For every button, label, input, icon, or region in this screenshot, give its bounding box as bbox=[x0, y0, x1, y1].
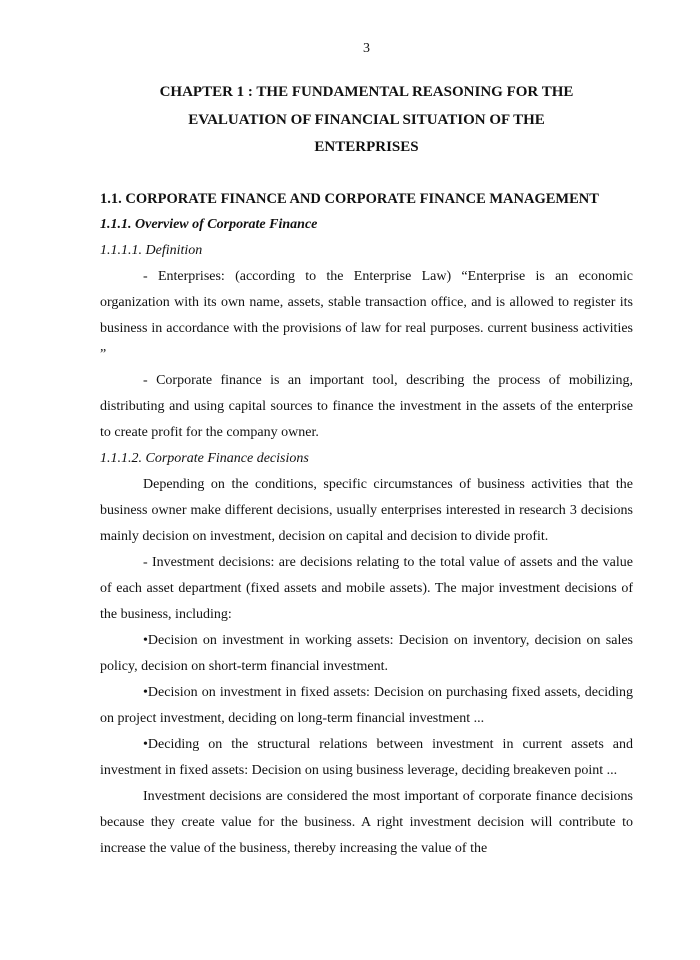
section-heading-1-1: 1.1. CORPORATE FINANCE AND CORPORATE FINANCE MANAGEMENT bbox=[100, 191, 599, 207]
chapter-title-line-3: ENTERPRISES bbox=[314, 139, 419, 155]
section-heading-1-1-1: 1.1.1. Overview of Corporate Finance bbox=[100, 217, 318, 232]
bullet-working-assets: •Decision on investment in working assets: Decision on inventory, decision on sales policy, decision on short-term financial investment. bbox=[100, 633, 633, 674]
chapter-title bbox=[100, 79, 633, 162]
paragraph-investment-decisions: - Investment decisions: are decisions relating to the total value of assets and the value of each asset department (fixed assets and mobile assets). The major investment decisions of the business, including: bbox=[100, 555, 633, 622]
page-number: 3 bbox=[363, 41, 370, 56]
body-text bbox=[100, 186, 633, 862]
paragraph-depending: Depending on the conditions, specific circumstances of business activities that the business owner make different decisions, usually enterprises interested in research 3 decisions mainly decision on investment, decision on capital and decision to divide profit. bbox=[100, 477, 633, 544]
section-heading-1-1-1-1: 1.1.1.1. Definition bbox=[100, 243, 203, 258]
bullet-fixed-assets: •Decision on investment in fixed assets: Decision on purchasing fixed assets, deciding on project investment, deciding on long-term financial investment ... bbox=[100, 685, 633, 726]
paragraph-corporate-finance: - Corporate finance is an important tool, describing the process of mobilizing, distributing and using capital sources to finance the investment in the assets of the enterprise to create profit for the company owner. bbox=[100, 373, 633, 440]
section-heading-1-1-1-2: 1.1.1.2. Corporate Finance decisions bbox=[100, 451, 309, 466]
bullet-structural-relations: •Deciding on the structural relations between investment in current assets and investment in fixed assets: Decision on using business leverage, deciding breakeven point ... bbox=[100, 737, 633, 778]
paragraph-enterprises: - Enterprises: (according to the Enterprise Law) “Enterprise is an economic organization with its own name, assets, stable transaction office, and is allowed to register its business in accordance with the provisions of law for real purposes. current business activities ” bbox=[100, 269, 633, 362]
chapter-title-line-2: EVALUATION OF FINANCIAL SITUATION OF THE bbox=[188, 111, 545, 128]
paragraph-most-important: Investment decisions are considered the most important of corporate finance decisions because they create value for the business. A right investment decision will contribute to increase the value of the business, thereby increasing the value of the bbox=[100, 789, 633, 856]
chapter-title-line-1: CHAPTER 1 : THE FUNDAMENTAL REASONING FOR THE bbox=[159, 84, 574, 100]
